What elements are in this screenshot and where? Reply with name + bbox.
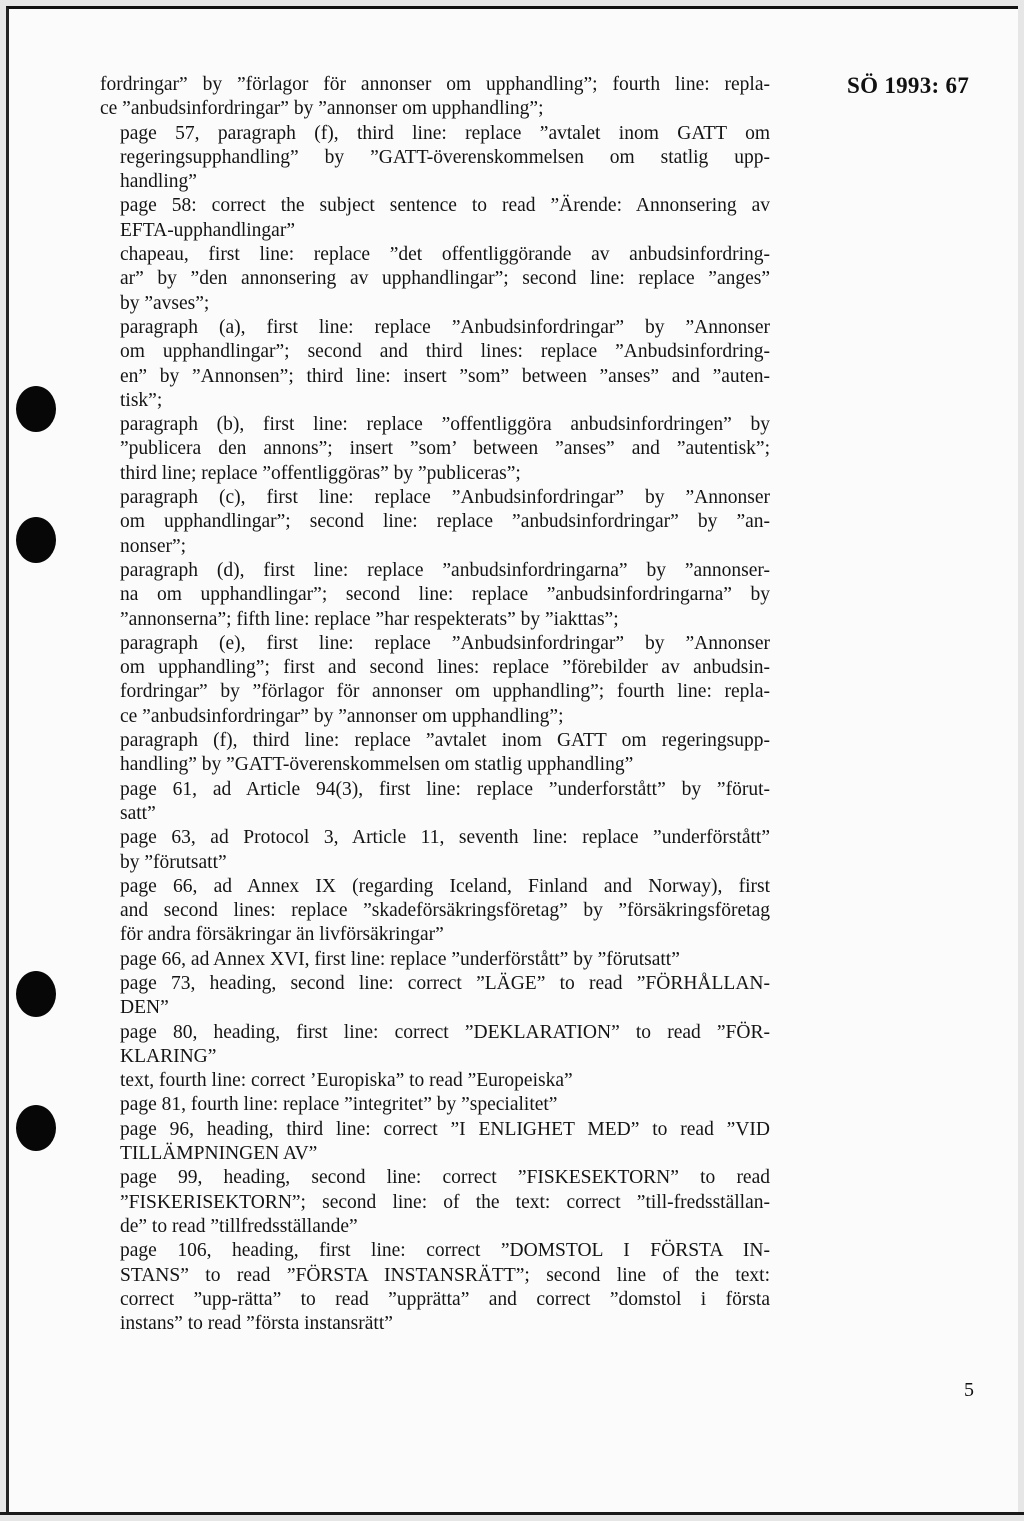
text-line: ”publicera den annons”; insert ”som’ between ”anses” and ”autentisk”; [120, 438, 770, 460]
text-line: by ”avses”; [120, 292, 210, 314]
correction-entry [100, 486, 770, 559]
correction-entry [100, 1021, 770, 1070]
text-line: instans” to read ”första instansrätt” [120, 1313, 393, 1335]
text-line: page 99, heading, second line: correct ”FISKESEKTORN” to read [120, 1167, 770, 1189]
text-line: tisk”; [120, 389, 163, 411]
correction-entry [100, 413, 770, 486]
correction-entry [100, 972, 770, 1021]
text-line: page 66, ad Annex IX (regarding Iceland, Finland and Norway), first [120, 875, 770, 897]
text-line: nonser”; [120, 535, 187, 557]
correction-entry [100, 875, 770, 948]
text-line: EFTA-upphandlingar” [120, 219, 295, 241]
text-line: ”annonserna”; fifth line: replace ”har respekterats” by ”iakttas”; [120, 608, 619, 630]
text-line: page 63, ad Protocol 3, Article 11, seventh line: replace ”underförstått” [120, 827, 770, 849]
text-line: page 80, heading, first line: correct ”DEKLARATION” to read ”FÖR- [120, 1021, 770, 1043]
correction-entry [100, 1093, 770, 1117]
text-line: regeringsupphandling” by ”GATT-överenskommelsen om statlig upp- [120, 146, 770, 168]
text-line: page 61, ad Article 94(3), first line: replace ”underforstått” by ”förut- [120, 778, 770, 800]
text-line: paragraph (d), first line: replace ”anbudsinfordringarna” by ”annonser- [120, 559, 770, 581]
correction-entry [100, 316, 770, 413]
document-reference: SÖ 1993: 67 [847, 73, 970, 98]
text-line: page 81, fourth line: replace ”integritet” by ”specialitet” [120, 1094, 558, 1116]
text-line: för andra försäkringar än livförsäkringar” [120, 924, 444, 946]
punch-hole [16, 386, 56, 432]
correction-entry [100, 1118, 770, 1167]
text-line: and second lines: replace ”skadeförsäkringsföretag” by ”försäkringsföretag [120, 900, 770, 922]
correction-entry [100, 73, 770, 122]
text-line: fordringar” by ”förlagor för annonser om upphandling”; fourth line: repla- [120, 681, 770, 703]
text-line: ce ”anbudsinfordringar” by ”annonser om upphandling”; [100, 98, 544, 120]
text-line: paragraph (a), first line: replace ”Anbudsinfordringar” by ”Annonser [120, 316, 770, 338]
correction-entry [100, 194, 770, 243]
punch-hole [16, 517, 56, 563]
text-line: paragraph (e), first line: replace ”Anbudsinfordringar” by ”Annonser [120, 632, 770, 654]
correction-entry [100, 948, 770, 972]
text-line: by ”förutsatt” [120, 851, 227, 873]
correction-entry [100, 1166, 770, 1239]
correction-entry [100, 778, 770, 827]
text-line: TILLÄMPNINGEN AV” [120, 1143, 318, 1165]
correction-entry [100, 122, 770, 195]
text-line: handling” by ”GATT-överenskommelsen om statlig upphandling” [120, 754, 634, 776]
text-line: KLARING” [120, 1045, 217, 1067]
text-line: page 73, heading, second line: correct ”LÄGE” to read ”FÖRHÅLLAN- [120, 972, 770, 994]
text-line: STANS” to read ”FÖRSTA INSTANSRÄTT”; second line of the text: [120, 1264, 770, 1286]
correction-entry [100, 632, 770, 729]
document-page [6, 6, 1018, 1515]
text-line: om upphandling”; first and second lines: replace ”förebilder av anbudsin- [120, 657, 770, 679]
correction-entry [100, 243, 770, 316]
text-line: handling” [120, 171, 197, 193]
text-line: de” to read ”tillfredsställande” [120, 1215, 358, 1237]
punch-hole [16, 971, 56, 1017]
document-body [100, 73, 770, 1336]
text-line: ”FISKERISEKTORN”; second line: of the text: correct ”till-fredsställan- [120, 1191, 770, 1213]
text-line: page 106, heading, first line: correct ”DOMSTOL I FÖRSTA IN- [120, 1240, 770, 1262]
text-line: paragraph (f), third line: replace ”avtalet inom GATT om regeringsupp- [120, 730, 770, 752]
text-line: correct ”upp-rätta” to read ”upprätta” and correct ”domstol i första [120, 1288, 770, 1310]
correction-entry [100, 559, 770, 632]
punch-hole [16, 1105, 56, 1151]
text-line: third line; replace ”offentliggöras” by ”publiceras”; [120, 462, 521, 484]
correction-entry [100, 729, 770, 778]
text-line: na om upphandlingar”; second line: replace ”anbudsinfordringarna” by [120, 584, 770, 606]
page-number: 5 [964, 1379, 974, 1401]
text-line: en” by ”Annonsen”; third line: insert ”som” between ”anses” and ”auten- [120, 365, 770, 387]
text-line: page 57, paragraph (f), third line: replace ”avtalet inom GATT om [120, 122, 770, 144]
text-line: paragraph (c), first line: replace ”Anbudsinfordringar” by ”Annonser [120, 487, 770, 509]
text-line: chapeau, first line: replace ”det offentliggörande av anbudsinfordring- [120, 244, 770, 266]
correction-entry [100, 826, 770, 875]
text-line: satt” [120, 802, 156, 824]
bottom-rule [0, 1512, 1024, 1515]
text-line: DEN” [120, 997, 169, 1019]
text-line: page 58: correct the subject sentence to read ”Ärende: Annonsering av [120, 195, 770, 217]
correction-entry [100, 1239, 770, 1336]
text-line: text, fourth line: correct ’Europiska” to read ”Europeiska” [120, 1070, 573, 1092]
text-line: page 96, heading, third line: correct ”I ENLIGHET MED” to read ”VID [120, 1118, 770, 1140]
text-line: fordringar” by ”förlagor för annonser om upphandling”; fourth line: repla- [100, 74, 770, 95]
text-line: page 66, ad Annex XVI, first line: replace ”underförstått” by ”förutsatt” [120, 948, 680, 970]
text-line: ar” by ”den annonsering av upphandlingar”; second line: replace ”anges” [120, 268, 770, 290]
text-line: om upphandlingar”; second line: replace ”anbudsinfordringar” by ”an- [120, 511, 770, 533]
text-line: ce ”anbudsinfordringar” by ”annonser om upphandling”; [120, 705, 564, 727]
correction-entry [100, 1069, 770, 1093]
text-line: om upphandlingar”; second and third lines: replace ”Anbudsinfordring- [120, 341, 770, 363]
text-line: paragraph (b), first line: replace ”offentliggöra anbudsinfordringen” by [120, 414, 770, 436]
